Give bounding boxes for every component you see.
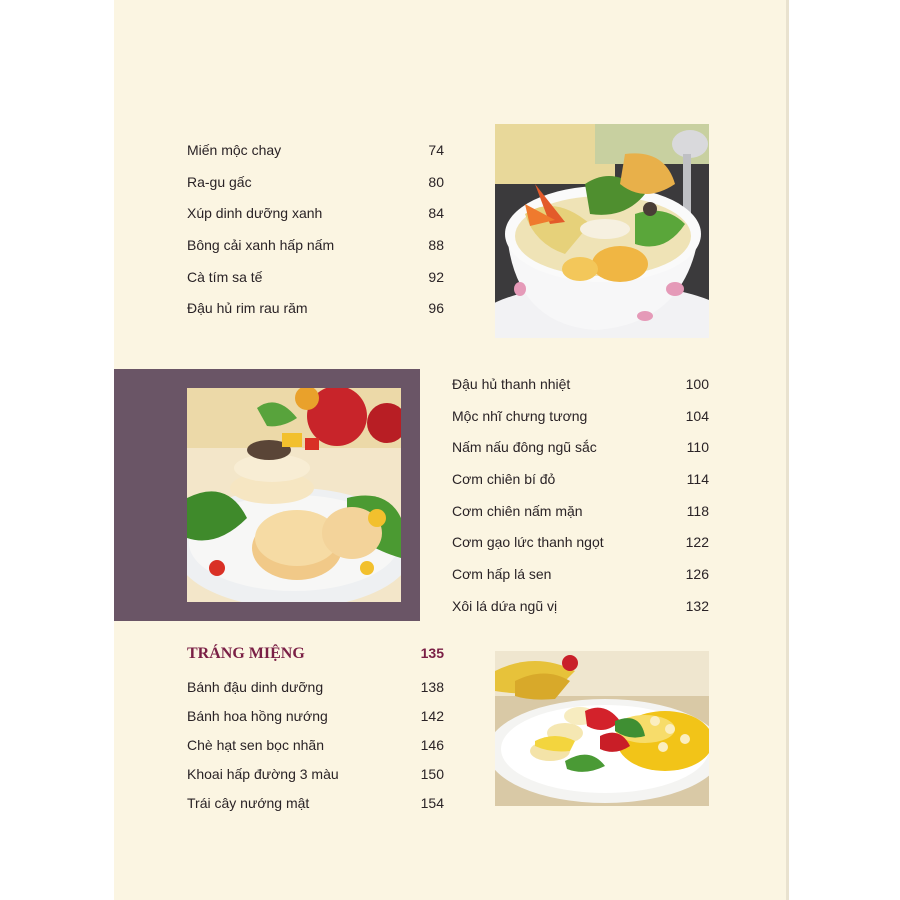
toc-item-page: 126 <box>685 566 709 583</box>
section-heading-dessert[interactable] <box>187 645 444 665</box>
toc-item-page: 114 <box>686 471 709 488</box>
section-heading-title: TRÁNG MIỆNG <box>187 645 305 662</box>
toc-item-title: Bông cải xanh hấp nấm <box>187 237 335 254</box>
toc-item[interactable] <box>187 736 444 765</box>
toc-item-page: 92 <box>428 268 444 285</box>
fruit-dessert-photo <box>495 651 709 806</box>
toc-list-dessert <box>187 678 444 823</box>
toc-item-title: Bánh hoa hồng nướng <box>187 708 328 724</box>
toc-item-page: 142 <box>420 708 444 724</box>
toc-item[interactable] <box>452 533 709 565</box>
toc-item-page: 138 <box>420 679 444 695</box>
toc-item-title: Bánh đậu dinh dưỡng <box>187 679 324 695</box>
toc-item-title: Cơm hấp lá sen <box>452 566 552 583</box>
toc-item[interactable] <box>187 141 444 173</box>
toc-item-title: Xúp dinh dưỡng xanh <box>187 205 323 222</box>
page-edge <box>786 0 789 900</box>
toc-item-page: 104 <box>685 407 709 424</box>
toc-list-top <box>187 141 444 331</box>
toc-item[interactable] <box>452 502 709 534</box>
toc-item-title: Khoai hấp đường 3 màu <box>187 766 339 782</box>
toc-item[interactable] <box>187 204 444 236</box>
tofu-dish-photo <box>187 388 401 602</box>
toc-item-title: Xôi lá dứa ngũ vị <box>452 597 558 614</box>
toc-item-title: Nấm nấu đông ngũ sắc <box>452 439 597 456</box>
toc-item-title: Trái cây nướng mật <box>187 795 310 811</box>
toc-item[interactable] <box>187 173 444 205</box>
toc-item-title: Chè hạt sen bọc nhãn <box>187 737 324 753</box>
toc-item-title: Mộc nhĩ chưng tương <box>452 407 588 424</box>
toc-item-page: 118 <box>686 502 709 519</box>
toc-item[interactable] <box>187 268 444 300</box>
toc-item-page: 100 <box>685 376 709 392</box>
toc-item-title: Miến mộc chay <box>187 142 282 158</box>
toc-item[interactable] <box>452 565 709 597</box>
toc-item[interactable] <box>187 236 444 268</box>
toc-item-page: 96 <box>428 300 444 317</box>
toc-item-title: Đậu hủ rim rau răm <box>187 300 308 317</box>
section-heading-page: 135 <box>420 645 444 661</box>
toc-item-title: Cơm gạo lức thanh ngọt <box>452 534 604 551</box>
toc-item[interactable] <box>452 470 709 502</box>
toc-item-page: 132 <box>685 597 709 614</box>
toc-item-title: Đậu hủ thanh nhiệt <box>452 376 571 392</box>
toc-item-page: 88 <box>428 237 444 254</box>
toc-item-page: 146 <box>420 737 444 753</box>
toc-item-title: Cà tím sa tế <box>187 268 263 285</box>
toc-item[interactable] <box>187 765 444 794</box>
toc-item[interactable] <box>187 299 444 331</box>
toc-item-page: 150 <box>420 766 444 782</box>
toc-item[interactable] <box>452 375 709 407</box>
toc-list-middle <box>452 375 709 629</box>
noodle-bowl-photo <box>495 124 709 338</box>
toc-item-page: 154 <box>420 795 444 811</box>
toc-item[interactable] <box>187 707 444 736</box>
toc-item[interactable] <box>452 597 709 629</box>
toc-item-page: 84 <box>428 205 444 222</box>
toc-item-title: Cơm chiên nấm mặn <box>452 502 583 519</box>
toc-item-page: 80 <box>428 173 444 190</box>
toc-item[interactable] <box>452 407 709 439</box>
toc-item[interactable] <box>187 678 444 707</box>
toc-item-page: 122 <box>685 534 709 551</box>
toc-item-title: Ra-gu gấc <box>187 173 252 190</box>
toc-item-page: 110 <box>686 439 709 456</box>
toc-item-page: 74 <box>428 142 444 158</box>
toc-item[interactable] <box>452 438 709 470</box>
toc-item[interactable] <box>187 794 444 823</box>
toc-item-title: Cơm chiên bí đỏ <box>452 471 556 488</box>
